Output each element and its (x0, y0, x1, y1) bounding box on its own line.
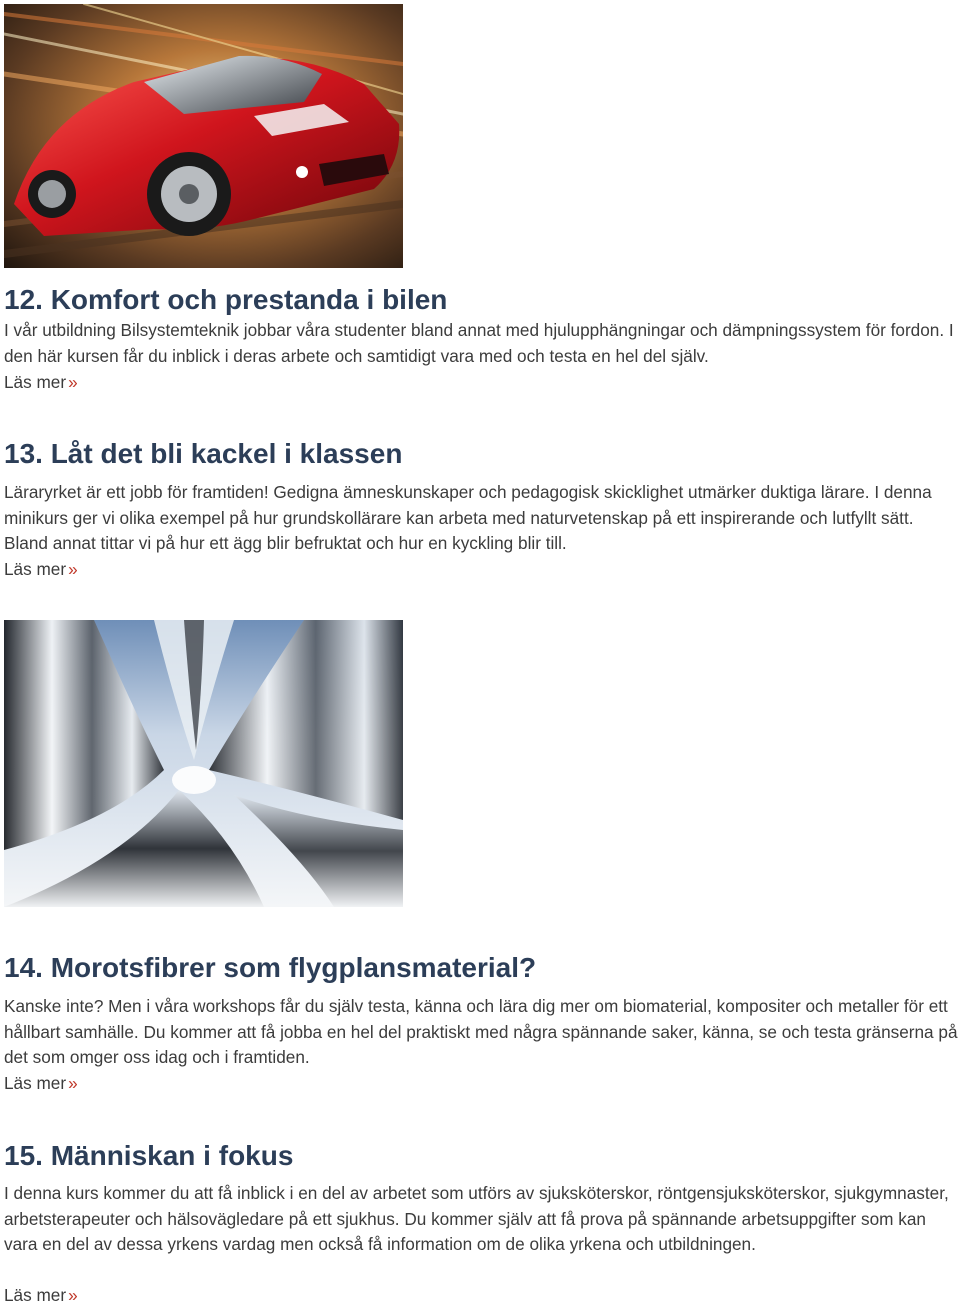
chevron-right-icon: » (68, 559, 78, 579)
red-car-image (4, 4, 403, 268)
course-13-read-more-link[interactable] (4, 557, 78, 582)
course-14-read-more-link[interactable] (4, 1071, 78, 1096)
course-14-title: 14. Morotsfibrer som flygplansmaterial? (4, 952, 537, 983)
chevron-right-icon: » (68, 372, 78, 392)
course-12-read-more-link[interactable] (4, 370, 78, 395)
read-more-label: Läs mer (4, 1285, 67, 1305)
course-15-description: I denna kurs kommer du att få inblick i en del av arbetet som utförs av sjuksköterskor, röntgensjuksköterskor, sjukgymnaster, arbetsterapeuter och hälsovägledare på ett sjukhus. Du kommer själv att få prova på spännande arbetsuppgifter som kan vara en del av dessa yrkens vardag men också få information om de olika yrkena och utbildningen. (4, 1183, 949, 1254)
course-13-description: Läraryrket är ett jobb för framtiden! Gedigna ämneskunskaper och pedagogisk skicklighet utmärker duktiga lärare. I denna minikurs ger vi olika exempel på hur grundskollärare kan arbeta med naturvetenskap på ett inspirerande och lutfyllt sätt. Bland annat tittar vi på hur ett ägg blir befruktat och hur en kyckling blir till. (4, 482, 932, 553)
course-13-title: 13. Låt det bli kackel i klassen (4, 438, 403, 469)
chevron-right-icon: » (68, 1285, 78, 1305)
course-14-description: Kanske inte? Men i våra workshops får du själv testa, känna och lära dig mer om biomaterial, kompositer och metaller för ett hållbart samhälle. Du kommer att få jobba en hel del praktiskt med några spännande saker, känna, se och testa gränserna på det som omger oss idag och i framtiden. (4, 996, 958, 1067)
course-15-title: 15. Människan i fokus (4, 1140, 294, 1171)
course-15-read-more-link[interactable] (4, 1283, 78, 1308)
chrome-metal-image (4, 620, 403, 907)
course-12-title: 12. Komfort och prestanda i bilen (4, 284, 448, 315)
read-more-label: Läs mer (4, 372, 67, 392)
course-12-description: I vår utbildning Bilsystemteknik jobbar våra studenter bland annat med hjulupphängningar och dämpningssystem för fordon. I den här kursen får du inblick i deras arbete och samtidigt vara med och testa en hel del själv. (4, 320, 954, 366)
read-more-label: Läs mer (4, 1073, 67, 1093)
chevron-right-icon: » (68, 1073, 78, 1093)
read-more-label: Läs mer (4, 559, 67, 579)
